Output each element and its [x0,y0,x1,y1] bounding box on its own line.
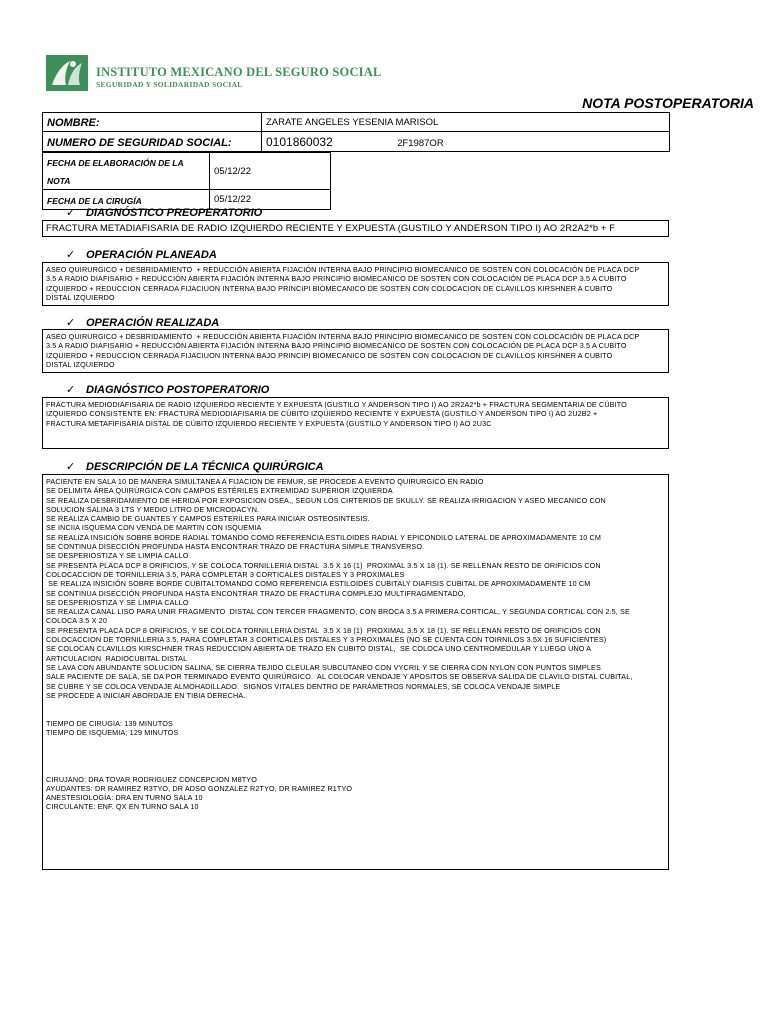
technique-text: PACIENTE EN SALA 10 DE MANERA SIMULTANEA A FIJACION DE FEMUR, SE PROCEDE A EVENTO QUIRURGICO EN RADIO SE DELIMITA ÁREA QUIRÚRGICA CON CAMPOS ESTÉRILES EXTREMIDAD SUPERIOR IZQUIERDA SE REALIZA DESBRIDAMIENTO DE HERIDA POR EXPOSICION OSEA,, SEGUN LOS CIRTERIOS DE SKULLY. SE REALIZA IRRIGACION Y ASEO MECANICO CON SOLUCION SALINA 3 LTS Y MEDIO LITRO DE MICRODACYN. SE REALIZA CAMBIO DE GUANTES Y CAMPOS ESTERILES PARA INICIAR OSTEOSINTESIS. SE INCIIA ISQUEMA CON VENDA DE MARTIN CON ISQUEMIA SE REALIZA INSICIÓN SOBRE BORDE RADIAL TOMANDO COMO REFERENCIA ESTILOIDES RADIAL Y EPICONDILO LATERAL DE APROXIMADAMENTE 10 CM SE CONTINUA DISECCIÓN PROFUNDA HASTA ENCONTRAR TRAZO DE FRACTURA SIMPLE TRANSVERSO. SE DESPERIOSTIZA Y SE LIMPIA CALLO SE PRESENTA PLACA DCP 8 ORIFICIOS, Y SE COLOCA TORNILLERIA DISTAL 3.5 X 16 (1) PROXIMAL 3.5 X 18 (1). SE RELLENAN RESTO DE ORIFICIOS CON COLOCACCION DE TORNILLERIA 3.5, PARA COMPLETAR 3 CORTICALES DISTALES Y 3 PROXIMALES SE REALIZA INSICIÓN SOBRE BORDE CUBITALTOMANDO COMO REFERENCIA ESTILOIDES CUBITALY DIAFISIS CUBITAL DE APROXIMADAMENTE 10 CM SE CONTINUA DISECCIÓN PROFUNDA HASTA ENCONTRAR TRAZO DE FRACTURA COMPLEJO MULTIFRAGMENTADO, SE DESPERIOSTIZA Y SE LIMPIA CALLO SE REALIZA CANAL LISO PARA UNIR FRAGMENTO DISTAL CON TERCER FRAGMENTO, CON BROCA 3.5 A PRIMERA CORTICAL, Y SEGUNDA CORTICAL CON 2.5, SE COLOCA 3.5 X 20 SE PRESENTA PLACA DCP 8 ORIFICIOS, Y SE COLOCA TORNILLERIA DISTAL 3.5 X 18 (1) PROXIMAL 3.5 X 18 (1). SE RELLENAN RESTO DE ORIFICIOS CON COLOCACCION DE TORNILLERIA 3.5, PARA COMPLETAR 3 CORTICALES DISTALES Y 3 PROXIMALES (NO SE CUENTA CON TOIRNILOS 3.5X 16 SUFICIENTES) SE COLOCAN CLAVILLOS KIRSCHNER TRAS REDUCCION ABIERTA DE TRAZO EN CUBITO DISTAL, SE COLOCA UNO CENTROMEDULAR Y LUEGO UNO A ARTICULACION RADIOCUBITAL DISTAL SE LAVA CON ABUNDANTE SOLUCION SALINA, SE CIERRA TEJIDO CLEULAR SUBCUTANEO CON VYCRIL Y SE CIERRA CON NYLON CON PUNTOS SIMPLES SALE PACIENTE DE SALA, SE DA POR TERMINADO EVENTO QUIRÚRGICO. AL COLOCAR VENDAJE Y APOSITOS SE OBSERVA SALIDA DE CLAVILO DISTAL CUBITAL, SE CUBRE Y SE COLOCA VENDAJE ALMOHADILLADO. SIGNOS VITALES DENTRO DE PARÁMETROS NORMALES, SE COLOCA VENDAJE SIMPLE SE PROCEDE A INICIAR ABORDAJE EN TIBIA DERECHA. TIEMPO DE CIRUGIA: 139 MINUTOS TIEMPO DE ISQUEMIA; 129 MINUTOS CIRUJANO: DRA TOVAR RODRIGUEZ CONCEPCION M8TYO AYUDANTES: DR RAMIREZ R3TYO, DR ADSO GONZALEZ R2TYO, DR RAMIREZ R1TYO ANESTESIOLOGÍA: DRA EN TURNO SALA 10 CIRCULANTE: ENF. QX EN TURNO SALA 10 [42,474,669,870]
check-icon: ✓ [66,461,76,473]
imss-emblem-icon [46,55,88,91]
elaboration-date-value: 05/12/22 [210,153,331,190]
patient-info-table [42,112,670,152]
performed-operation-heading: ✓ OPERACIÓN REALIZADA [66,317,220,329]
planned-operation-text: ASEO QUIRURGICO + DESBRIDAMIENTO + REDUCCIÓN ABIERTA FIJACIÓN INTERNA BAJO PRINCIPIO BIOMECANICO DE SOSTEN CON COLOCACIÓN DE PLACA DCP 3.5 A RADIO DIAFISARIO + REDUCCIÓN ABIERTA FIJACIÓN INTERNA BAJO PRINCIPIO BIOMECANICO DE SOSTEN CON COLOCACIÓN DE PLACA DCP 3.5 A CUBITO IZQUIERDO + REDUCCION CERRADA FIJACIUON INTERNA BAJO PRINCIPI BIOMECANICO DE SOSTEN CON COLOCACION DE CLAVILLOS KIRSHNER A CUBITO DISTAL IZQUIERDO [42,262,669,306]
document-title: NOTA POSTOPERATORIA [582,95,754,111]
nss-cell [262,132,670,152]
surgery-date-value: 05/12/22 [210,190,331,210]
institution-slogan: SEGURIDAD Y SOLIDARIDAD SOCIAL [96,80,243,89]
elaboration-date-label: FECHA DE ELABORACIÓN DE LA NOTA [43,153,210,190]
name-value: ZARATE ANGELES YESENIA MARISOL [262,113,670,132]
technique-heading: ✓ DESCRIPCIÓN DE LA TÉCNICA QUIRÚRGICA [66,461,324,473]
name-label: NOMBRE: [43,113,262,132]
nss-suffix: 2F1987OR [397,137,444,149]
postop-diagnosis-text: FRACTURA MEDIODIAFISARIA DE RADIO IZQUIERDO RECIENTE Y EXPUESTA (GUSTILO Y ANDERSON TIPO I) AO 2R2A2*b + FRACTURA SEGMENTARIA DE CÚBITO IZQUIERDO CONSISTENTE EN: FRACTURA MEDIODIAFISARIA DE CÚBITO IZQUIERDO RECIENTE Y EXPUESTA (GUSTILO Y ANDERSON TIPO I) AO 2U2B2 + FRACTURA METAFIFISARIA DISTAL DE CÚBITO IZQUIERDO RECIENTE Y EXPUESTA (GUSTILO Y ANDERSON TIPO I) AO 2U3C [42,397,669,449]
preop-diagnosis-text: FRACTURA METADIAFISARIA DE RADIO IZQUIERDO RECIENTE Y EXPUESTA (GUSTILO Y ANDERSON TIPO I) AO 2R2A2*b + F [42,220,669,237]
nss-value: 0101860032 [266,134,333,149]
preop-diagnosis-heading: ✓ DIAGNÓSTICO PREOPERATORIO [66,207,263,219]
surgery-date-label: FECHA DE LA CIRUGÍA [43,190,210,210]
postop-diagnosis-heading: ✓ DIAGNÓSTICO POSTOPERATORIO [66,384,270,396]
institution-name: INSTITUTO MEXICANO DEL SEGURO SOCIAL [96,65,382,79]
check-icon: ✓ [66,249,76,261]
check-icon: ✓ [66,317,76,329]
check-icon: ✓ [66,384,76,396]
check-icon: ✓ [66,207,76,219]
nss-label: NUMERO DE SEGURIDAD SOCIAL: [43,132,262,152]
performed-operation-text: ASEO QUIRURGICO + DESBRIDAMIENTO + REDUCCIÓN ABIERTA FIJACIÓN INTERNA BAJO PRINCIPIO BIOMECANICO DE SOSTEN CON COLOCACIÓN DE PLACA DCP 3.5 A RADIO DIAFISARIO + REDUCCIÓN ABIERTA FIJACIÓN INTERNA BAJO PRINCIPIO BIOMECANICO DE SOSTEN CON COLOCACIÓN DE PLACA DCP 3.5 A CUBITO IZQUIERDO + REDUCCION CERRADA FIJACIUON INTERNA BAJO PRINCIPI BIOMECANICO DE SOSTEN CON COLOCACION DE CLAVILLOS KIRSHNER A CUBITO DISTAL IZQUIERDO [42,329,669,373]
institution-logo [46,55,382,95]
dates-table [42,152,331,210]
planned-operation-heading: ✓ OPERACIÓN PLANEADA [66,249,217,261]
